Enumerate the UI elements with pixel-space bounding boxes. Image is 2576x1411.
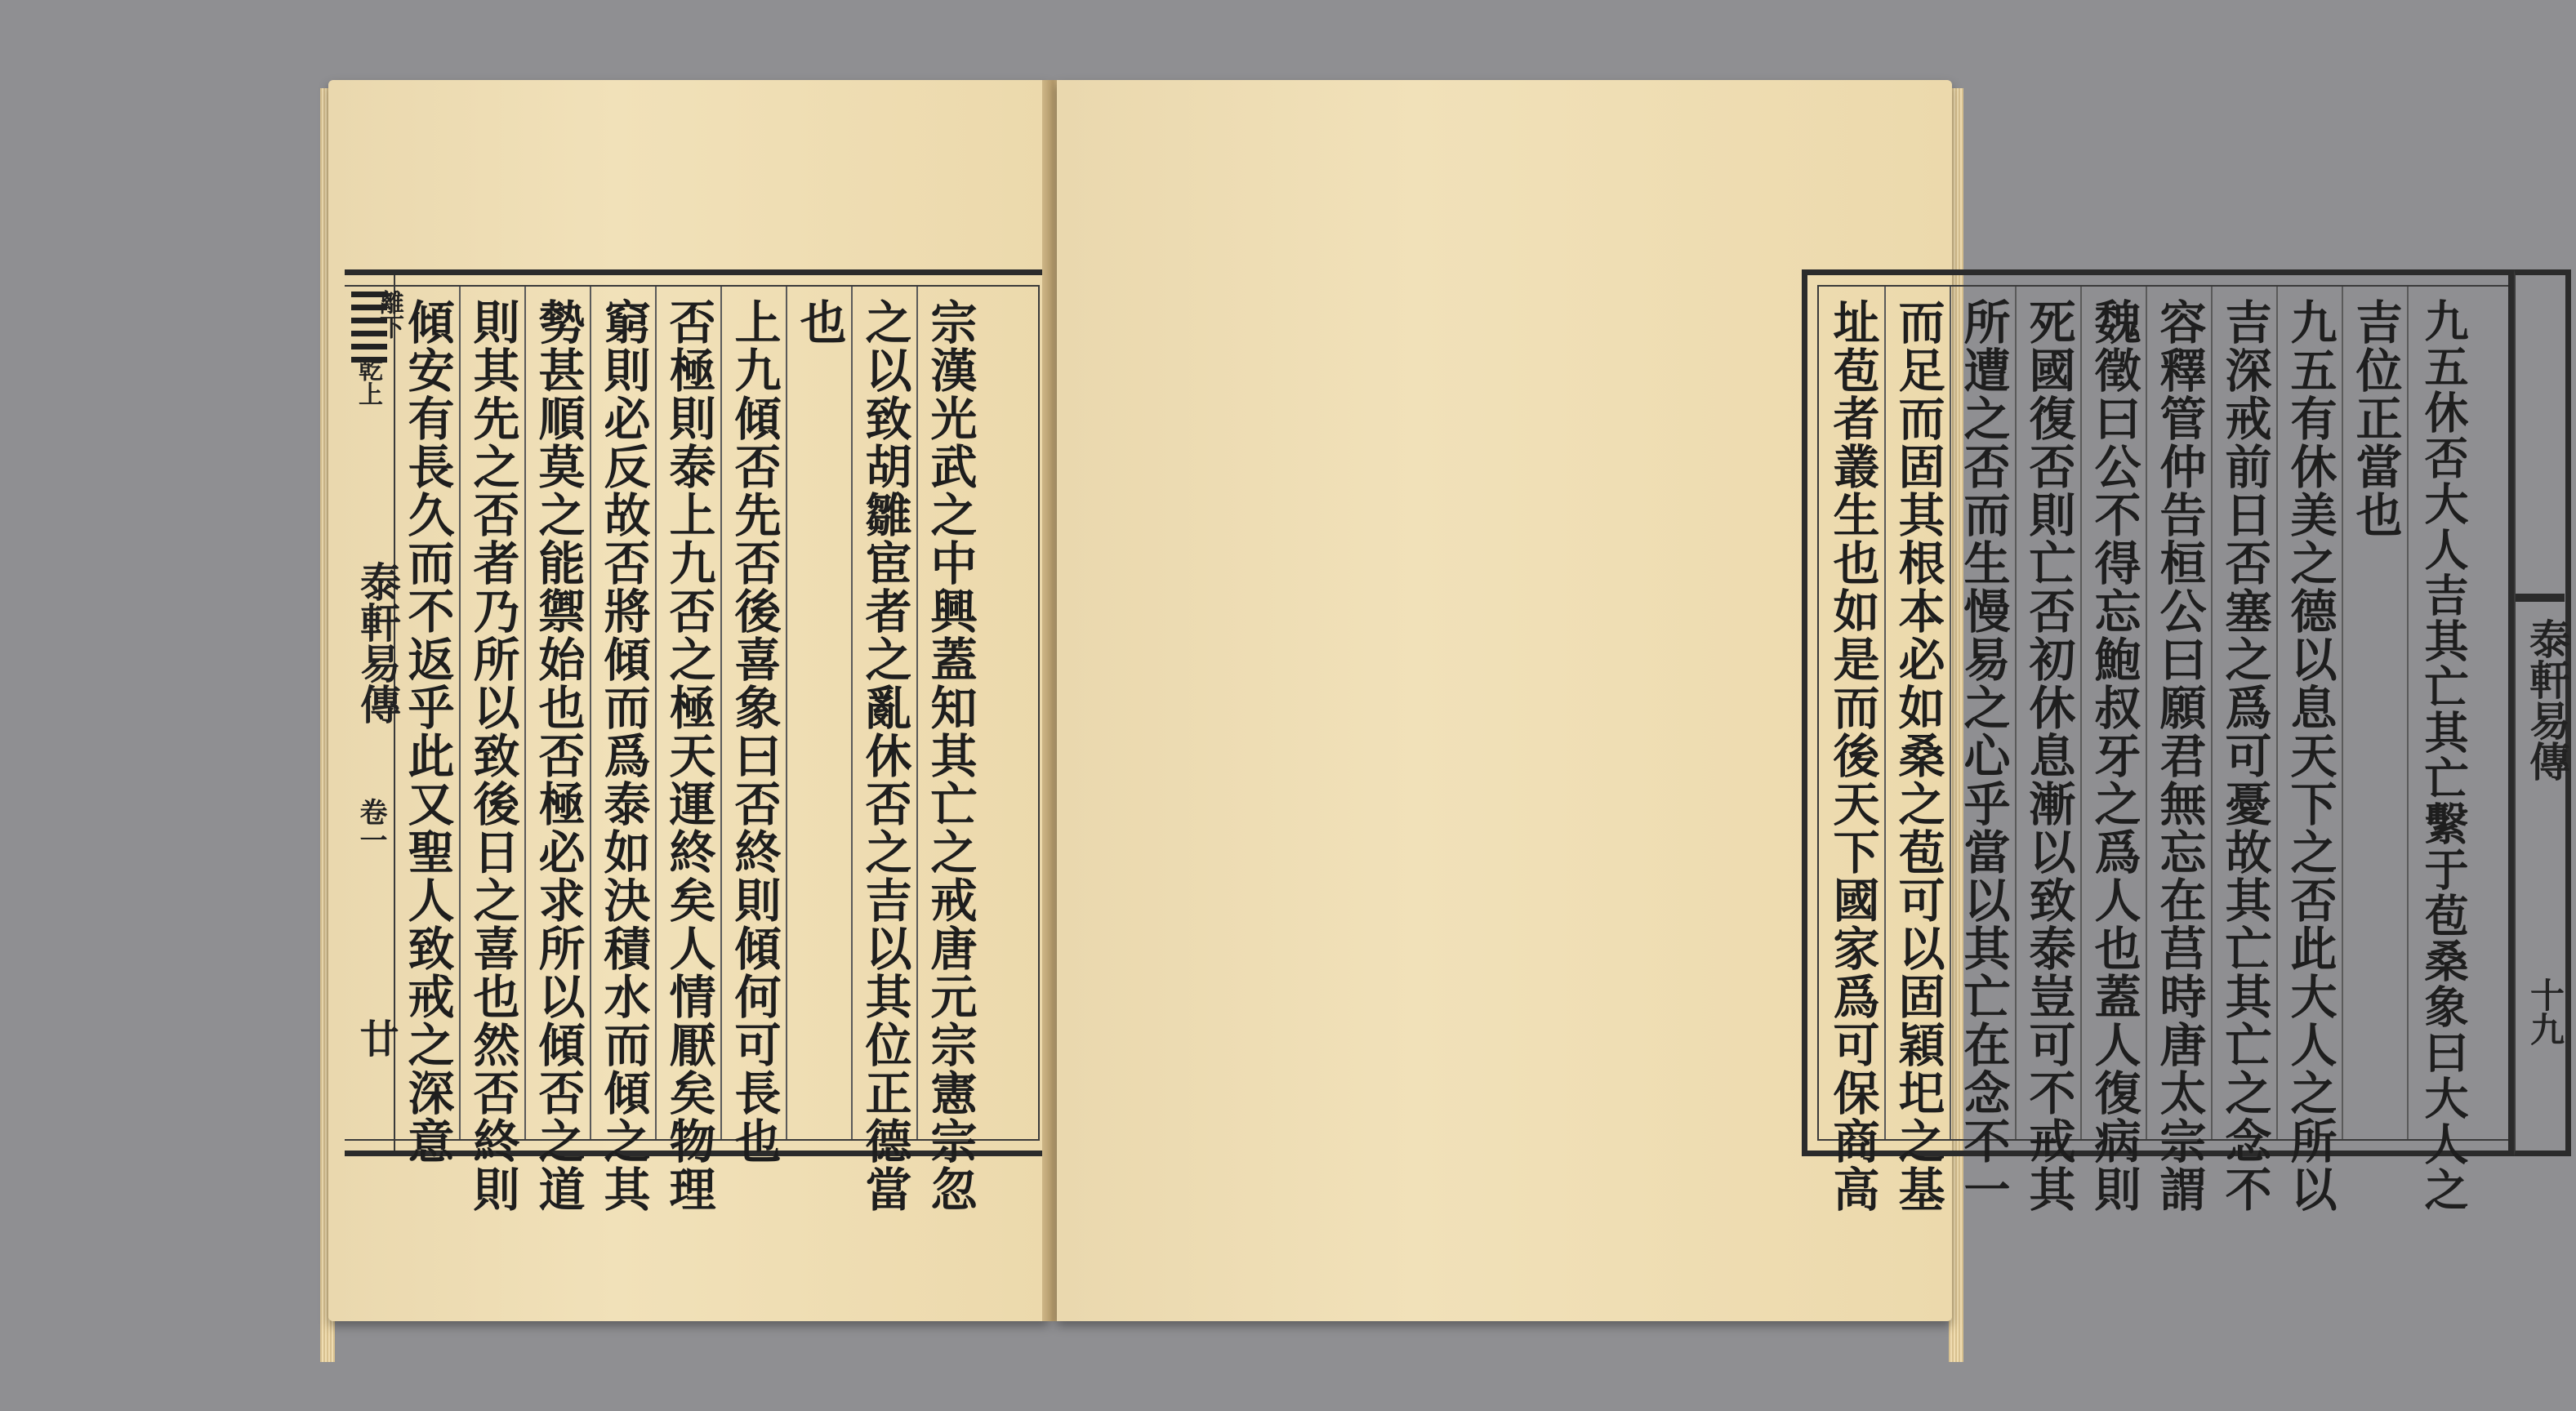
text-column: 宗漢光武之中興蓋知其亡之戒唐元宗憲宗忽 xyxy=(923,298,978,1213)
text-column: 則其先之否者乃所以致後日之喜也然否終則 xyxy=(466,298,520,1213)
text-column: 吉深戒前日否塞之爲可憂故其亡其亡之念不 xyxy=(2217,298,2272,1213)
text-column: 吉位正當也 xyxy=(2348,298,2403,539)
right-text-frame xyxy=(1802,269,2514,1213)
text-column: 也 xyxy=(792,298,847,346)
text-column: 死國復否則亡否初休息漸以致泰豈可不戒其 xyxy=(2021,298,2076,1213)
text-column: 之以致胡雛宦者之亂休否之吉以其位正德當 xyxy=(858,298,912,1213)
volume-label: 卷一 xyxy=(354,798,387,853)
text-column: 否極則泰上九否之極天運終矣人情厭矣物理 xyxy=(662,298,716,1213)
text-column: 上九傾否先否後喜象曰否終則傾何可長也 xyxy=(727,298,782,1165)
open-book xyxy=(320,80,2571,1344)
right-margin-column xyxy=(2514,269,2571,1156)
faint-marks xyxy=(353,170,516,173)
text-column: 容釋管仲告桓公曰願君無忘在莒時唐太宗謂 xyxy=(2152,298,2207,1213)
hexagram-label-top: 離下 xyxy=(375,290,403,339)
hexagram-label-bottom: 乾上 xyxy=(354,357,382,406)
text-column: 所遭之否而生慢易之心乎當以其亡在念不一 xyxy=(1956,298,2011,1213)
text-column: 而足而固其根本必如桑之苞可以固穎圯之基 xyxy=(1891,298,1945,1213)
right-page xyxy=(1057,80,2571,1321)
text-column: 勢甚順莫之能禦始也否極必求所以傾否之道 xyxy=(531,298,586,1213)
book-title: 泰軒易傳 xyxy=(354,561,402,724)
fish-tail-mark xyxy=(2516,594,2565,602)
text-column: 九五有休美之德以息天下之否此大人之所以 xyxy=(2283,298,2338,1213)
left-margin-column xyxy=(345,275,403,1151)
text-column: 傾安有長久而不返乎此又聖人致戒之深意 xyxy=(400,298,455,1165)
folio-number: 十九 xyxy=(2525,977,2565,1046)
text-column: 九五休否大人吉其亡其亡繫于苞桑象曰大人之 xyxy=(2418,298,2470,1213)
text-column: 址苞者叢生也如是而後天下國家爲可保商高 xyxy=(1825,298,1880,1213)
left-text-frame xyxy=(345,269,1055,1213)
folio-number: 廿 xyxy=(353,1018,399,1057)
text-column: 窮則必反故否將傾而爲泰如決積水而傾之其 xyxy=(596,298,651,1213)
text-column: 魏徵曰公不得忘鮑叔牙之爲人也蓋人復病則 xyxy=(2087,298,2141,1213)
book-title: 泰軒易傳 xyxy=(2523,618,2571,781)
left-page xyxy=(328,80,1049,1321)
